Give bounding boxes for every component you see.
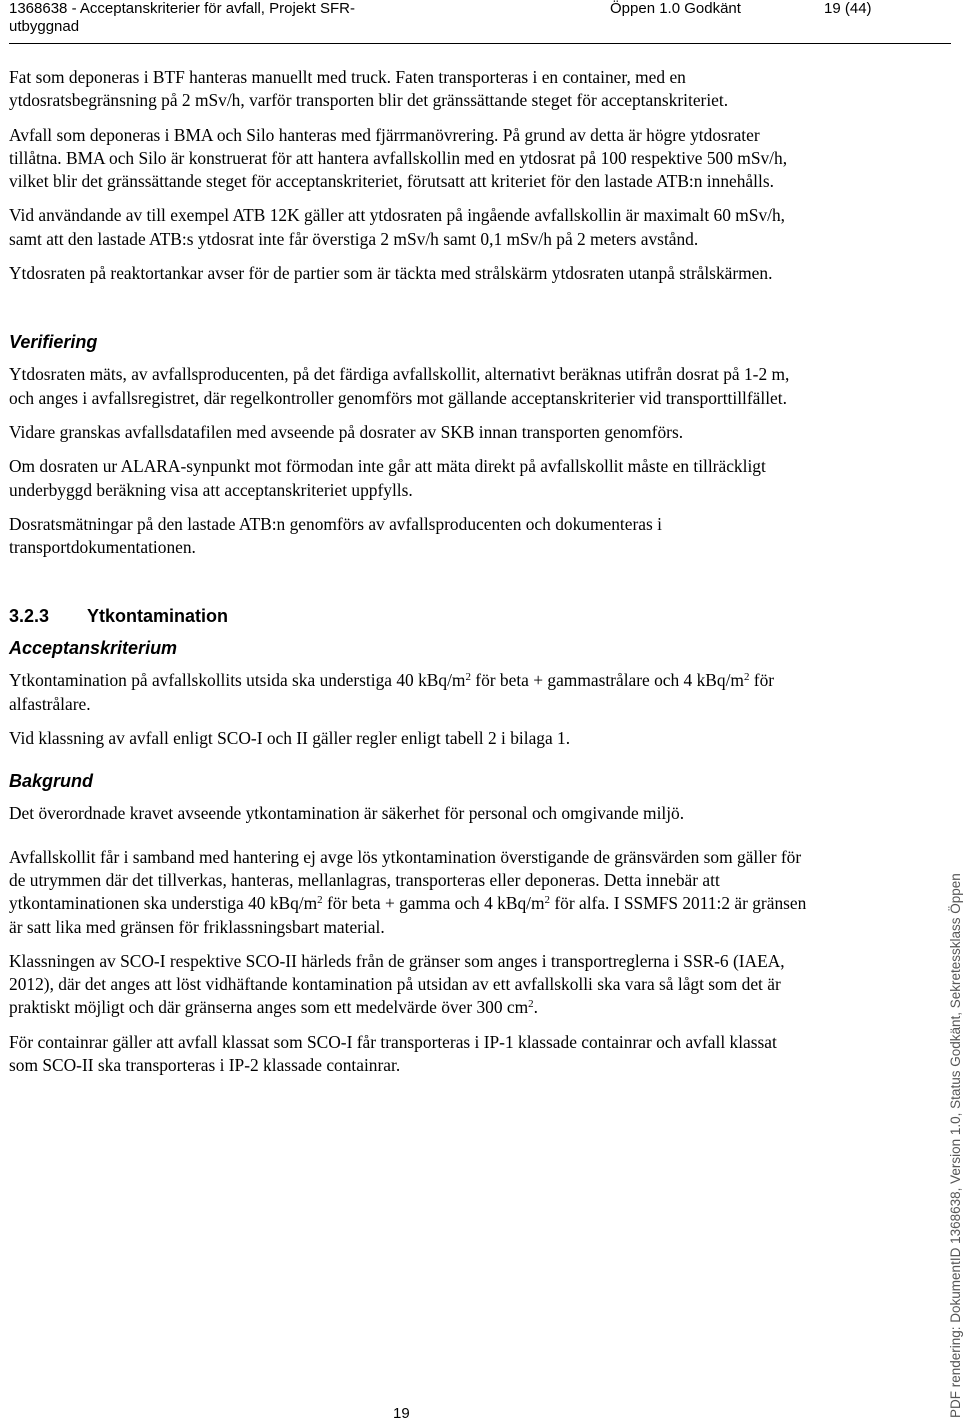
paragraph: Dosratsmätningar på den lastade ATB:n genomförs av avfallsproducenten och dokumenteras i transportdokumentationen. [9, 513, 662, 558]
side-note: PDF rendering: DokumentID 1368638, Version 1.0, Status Godkänt, Sekretessklass Öppen [948, 873, 963, 1418]
subheading-verifiering: Verifiering [9, 332, 98, 353]
text-run: Klassningen av SCO-I respektive SCO-II härleds från de gränser som anges i transportreglerna i SSR-6 (IAEA, 2012), där det anges att löst vidhäftande kontamination på utsidan av ett avfallskolli ska vara så lågt som det är praktiskt möjligt och där gränserna anges som ett medelvärde över 300 cm [9, 950, 785, 1018]
text-run: för beta + gammastrålare och 4 kBq/m [470, 670, 744, 691]
page-number: 19 [393, 1405, 410, 1422]
paragraph: Vid klassning av avfall enligt SCO-I och II gäller regler enligt tabell 2 i bilaga 1. [9, 728, 571, 749]
paragraph: Ytdosraten mäts, av avfallsproducenten, på det färdiga avfallskollit, alternativt beräknas utifrån dosrat på 1-2 m, och anges i avfallsregistret, där regelkontroller genomförs mot gällande acceptanskriterier vid transporttillfället. [9, 364, 790, 408]
paragraph: Avfall som deponeras i BMA och Silo hanteras med fjärrmanövrering. På grund av detta är högre ytdosrater tillåtna. BMA och Silo är konstruerat för att hantera avfallskollin med en ytdosrat på 100 respektive 500 mSv/h, vilket blir det gränssättande steget för acceptanskriteriet, förutsatt att kriteriet för den lastade ATB:n innehålls. [9, 124, 788, 192]
paragraph: Vid användande av till exempel ATB 12K gäller att ytdosraten på ingående avfallskollin är maximalt 60 mSv/h, samt att den lastade ATB:s ytdosrat inte får överstiga 2 mSv/h samt 0,1 mSv/h på 2 meters avstånd. [9, 205, 786, 249]
paragraph [9, 846, 809, 939]
page-indicator: 19 (44) [824, 0, 872, 17]
section-number: 3.2.3 [9, 606, 50, 627]
superscript: 2 [317, 894, 323, 907]
text-run: för alfastrålare. [9, 670, 775, 714]
superscript: 2 [528, 998, 534, 1011]
paragraph: Ytdosraten på reaktortankar avser för de partier som är täckta med strålskärm ytdosraten utanpå strålskärmen. [9, 263, 773, 284]
header-rule [9, 43, 951, 44]
superscript: 2 [743, 671, 750, 684]
text-run: för beta + gamma och 4 kBq/m [322, 893, 545, 914]
subheading-bakgrund: Bakgrund [9, 771, 94, 792]
section-title: Ytkontamination [87, 606, 229, 627]
paragraph [9, 669, 809, 716]
text-run: för alfa. I SSMFS 2011:2 är gränsen är satt lika med gränsen för friklassningsbart material. [9, 893, 807, 937]
text-run: Ytkontamination på avfallskollits utsida ska understiga 40 kBq/m [9, 670, 466, 691]
text-run: Avfallskollit får i samband med hantering ej avge lös ytkontamination överstigande de gränsvärden som gäller för de utrymmen där det tillverkas, hanteras, mellanlagras, transporteras eller deponeras. Detta innebär att ytkontaminationen ska understiga 40 kBq/m [9, 846, 802, 914]
paragraph: Om dosraten ur ALARA-synpunkt mot förmodan inte går att mäta direkt på avfallskollit måste en tillräckligt underbyggd beräkning visa att acceptanskriteriet uppfylls. [9, 456, 766, 500]
superscript: 2 [465, 671, 471, 684]
document-status: Öppen 1.0 Godkänt [610, 0, 741, 17]
paragraph [9, 950, 809, 1020]
page-body [9, 66, 809, 1088]
page-header [0, 0, 960, 44]
paragraph: För containrar gäller att avfall klassat som SCO-I får transporteras i IP-1 klassade containrar och avfall klassat som SCO-II ska transporteras i IP-2 klassade containrar. [9, 1031, 777, 1076]
superscript: 2 [544, 894, 550, 907]
text-run: . [533, 997, 539, 1018]
section-heading [9, 605, 809, 627]
document-title: 1368638 - Acceptanskriterier för avfall, Projekt SFR-utbyggnad [9, 0, 355, 35]
paragraph: Vidare granskas avfallsdatafilen med avseende på dosrater av SKB innan transporten genomförs. [9, 421, 684, 442]
paragraph: Fat som deponeras i BTF hanteras manuellt med truck. Faten transporteras i en container, med en ytdosratsbegränsning på 2 mSv/h, varför transporten blir det gränssättande steget för acceptanskriteriet. [9, 67, 729, 111]
paragraph: Det överordnade kravet avseende ytkontamination är säkerhet för personal och omgivande miljö. [9, 803, 685, 824]
subheading-acceptanskriterium: Acceptanskriterium [9, 638, 178, 659]
